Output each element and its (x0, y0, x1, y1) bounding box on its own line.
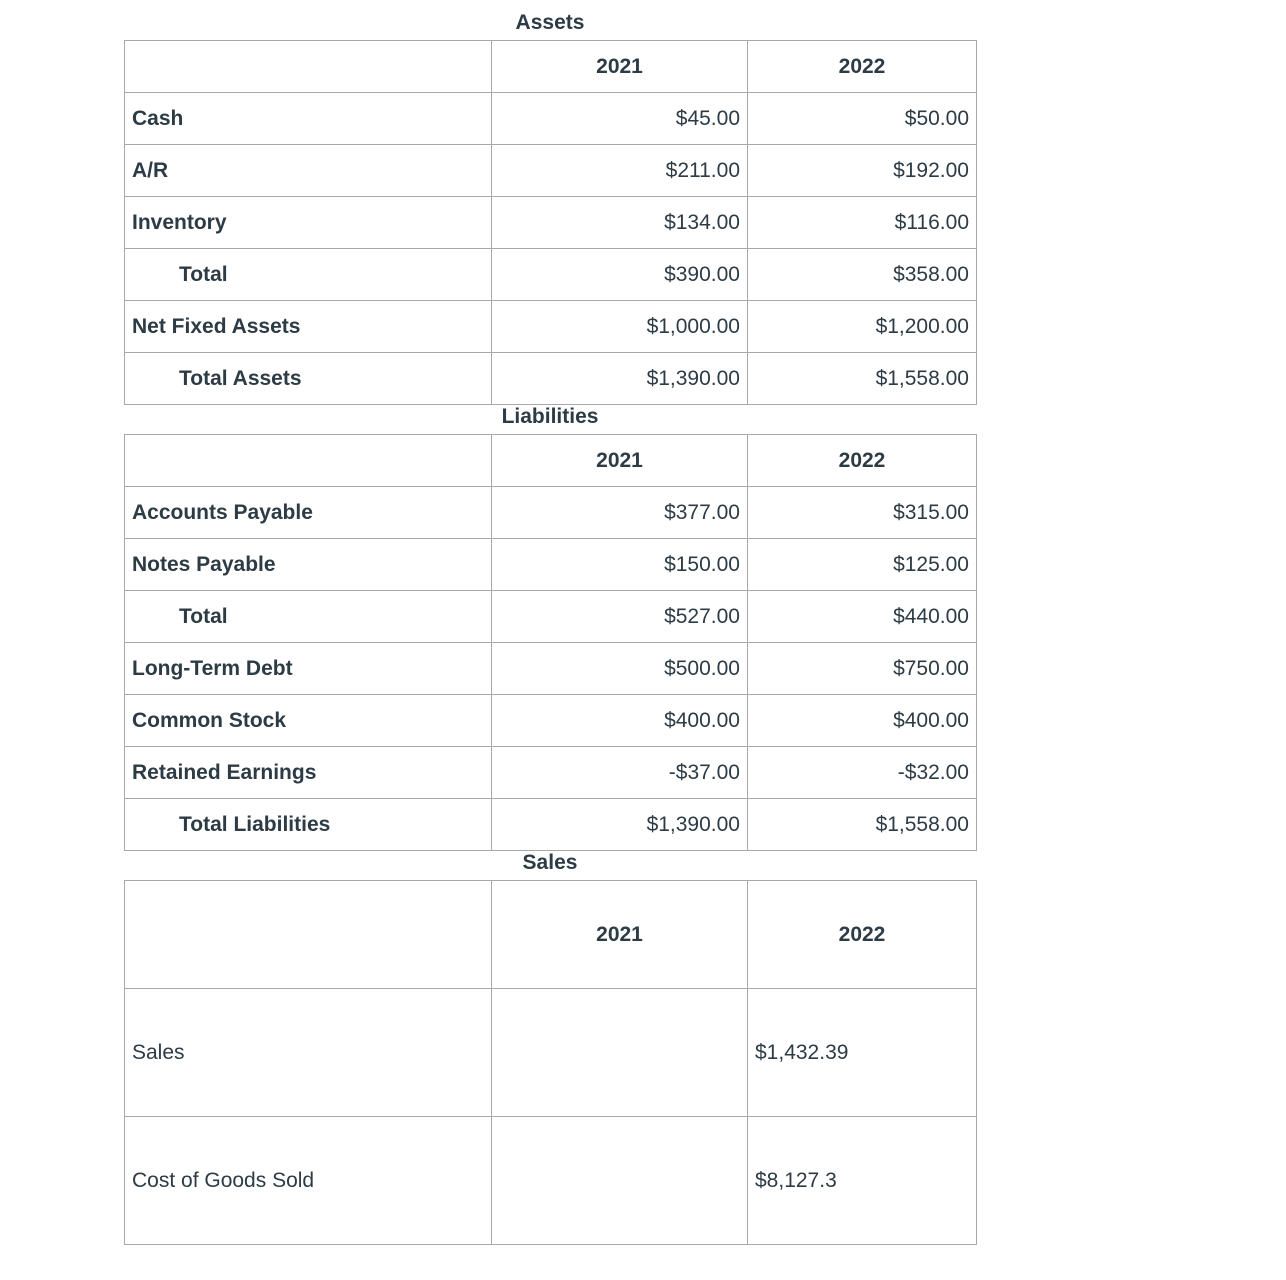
table-row (125, 747, 977, 799)
header-blank (125, 881, 492, 989)
value-2021: $377.00 (492, 487, 748, 539)
value-2022: -$32.00 (748, 747, 977, 799)
value-2022: $1,558.00 (748, 799, 977, 851)
header-2021: 2021 (492, 41, 748, 93)
table-row (125, 197, 977, 249)
table-row (125, 695, 977, 747)
header-blank (125, 435, 492, 487)
value-2021: $1,390.00 (492, 353, 748, 405)
value-2022: $400.00 (748, 695, 977, 747)
liabilities-caption: Liabilities (501, 405, 599, 428)
table-header-row (125, 435, 977, 487)
value-2021: $400.00 (492, 695, 748, 747)
assets-table (124, 40, 977, 405)
value-2022: $125.00 (748, 539, 977, 591)
table-header-row (125, 881, 977, 989)
value-2021: -$37.00 (492, 747, 748, 799)
row-label: Cost of Goods Sold (125, 1117, 492, 1245)
value-2022: $315.00 (748, 487, 977, 539)
row-label: Common Stock (125, 695, 492, 747)
row-label: Inventory (125, 197, 492, 249)
table-row (125, 93, 977, 145)
value-2022: $440.00 (748, 591, 977, 643)
table-row (125, 353, 977, 405)
row-label: A/R (125, 145, 492, 197)
value-2021: $1,390.00 (492, 799, 748, 851)
header-2022: 2022 (748, 435, 977, 487)
header-2021: 2021 (492, 435, 748, 487)
row-label: Net Fixed Assets (125, 301, 492, 353)
value-2022: $1,200.00 (748, 301, 977, 353)
table-row (125, 799, 977, 851)
row-label: Retained Earnings (125, 747, 492, 799)
header-2022: 2022 (748, 41, 977, 93)
sales-caption: Sales (522, 851, 578, 874)
table-row (125, 249, 977, 301)
value-2021: $45.00 (492, 93, 748, 145)
value-2021: $211.00 (492, 145, 748, 197)
table-row (125, 145, 977, 197)
value-2022: $50.00 (748, 93, 977, 145)
value-2021: $527.00 (492, 591, 748, 643)
table-row (125, 591, 977, 643)
row-label: Total Liabilities (125, 799, 492, 851)
table-row (125, 487, 977, 539)
row-label: Notes Payable (125, 539, 492, 591)
value-2021 (492, 1117, 748, 1245)
value-2021: $134.00 (492, 197, 748, 249)
value-2021 (492, 989, 748, 1117)
value-2022: $8,127.3 (748, 1117, 977, 1245)
table-row (125, 1117, 977, 1245)
value-2022: $192.00 (748, 145, 977, 197)
sales-table (124, 880, 977, 1245)
value-2022: $358.00 (748, 249, 977, 301)
value-2021: $1,000.00 (492, 301, 748, 353)
row-label: Sales (125, 989, 492, 1117)
table-row (125, 643, 977, 695)
value-2022: $750.00 (748, 643, 977, 695)
table-row (125, 539, 977, 591)
row-label: Long-Term Debt (125, 643, 492, 695)
row-label: Total (125, 591, 492, 643)
value-2022: $1,558.00 (748, 353, 977, 405)
row-label: Cash (125, 93, 492, 145)
value-2022: $116.00 (748, 197, 977, 249)
liabilities-table (124, 434, 977, 851)
value-2022: $1,432.39 (748, 989, 977, 1117)
header-blank (125, 41, 492, 93)
value-2021: $390.00 (492, 249, 748, 301)
table-row (125, 989, 977, 1117)
assets-caption: Assets (515, 11, 585, 34)
value-2021: $150.00 (492, 539, 748, 591)
value-2021: $500.00 (492, 643, 748, 695)
header-2021: 2021 (492, 881, 748, 989)
table-header-row (125, 41, 977, 93)
row-label: Accounts Payable (125, 487, 492, 539)
row-label: Total Assets (125, 353, 492, 405)
header-2022: 2022 (748, 881, 977, 989)
table-row (125, 301, 977, 353)
row-label: Total (125, 249, 492, 301)
